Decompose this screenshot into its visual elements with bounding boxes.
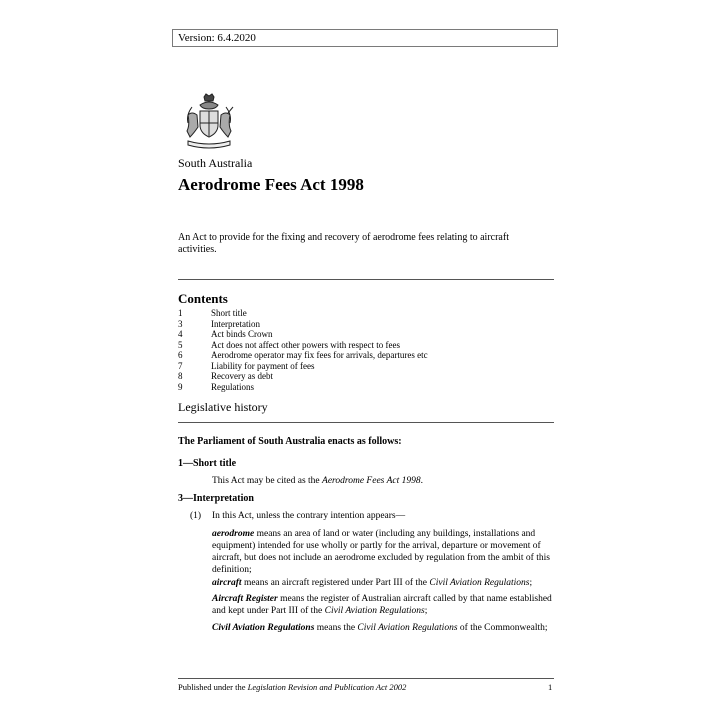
version-label: Version: 6.4.2020 [178,32,256,44]
subsection-number: (1) [190,511,202,521]
contents-heading: Contents [178,291,228,306]
toc-item[interactable]: 3 Interpretation [178,318,260,329]
divider [178,279,554,280]
enacting-formula: The Parliament of South Australia enacts as follows: [178,436,402,447]
jurisdiction: South Australia [178,156,253,170]
version-box [172,29,558,47]
subsection-text: In this Act, unless the contrary intention appears— [212,511,406,521]
footer-divider [178,678,554,679]
toc-item[interactable]: 4 Act binds Crown [178,329,273,339]
definition: Aircraft Register means the register of Australian aircraft called by that name established and kept under Part III of the Civil Aviation Regulations; [212,594,552,616]
table-of-contents [178,308,428,392]
toc-item[interactable]: 5 Act does not affect other powers with respect to fees [178,339,401,350]
definition: aerodrome means an area of land or water (including any buildings, installations and equipment) intended for use wholly or partly for the arrival, departure or movement of aircraft, but does not include an aerodrome excluded by regulation from the ambit of this definition; [212,529,550,575]
definition: aircraft means an aircraft registered under Part III of the Civil Aviation Regulations; [212,578,533,588]
act-title: Aerodrome Fees Act 1998 [178,175,364,194]
toc-item[interactable]: 6 Aerodrome operator may fix fees for arrivals, departures etc [178,350,428,360]
toc-item[interactable]: 9 Regulations [178,381,254,392]
legislative-history-link[interactable]: Legislative history [178,400,268,414]
toc-item[interactable]: 8 Recovery as debt [178,371,273,381]
page-number: 1 [548,682,553,692]
divider [178,422,554,423]
long-title: An Act to provide for the fixing and recovery of aerodrome fees relating to aircraft activities. [178,232,509,255]
toc-item[interactable]: 7 Liability for payment of fees [178,360,315,371]
footer-publication-note: Published under the Legislation Revision and Publication Act 2002 [178,682,407,692]
section-text: This Act may be cited as the Aerodrome Fees Act 1998. [212,476,423,486]
toc-item[interactable]: 1 Short title [178,308,247,318]
section-heading: 3—Interpretation [178,493,254,504]
section-heading: 1—Short title [178,458,237,469]
royal-coat-of-arms-icon [178,93,240,149]
definition: Civil Aviation Regulations means the Civil Aviation Regulations of the Commonwealth; [212,623,548,633]
